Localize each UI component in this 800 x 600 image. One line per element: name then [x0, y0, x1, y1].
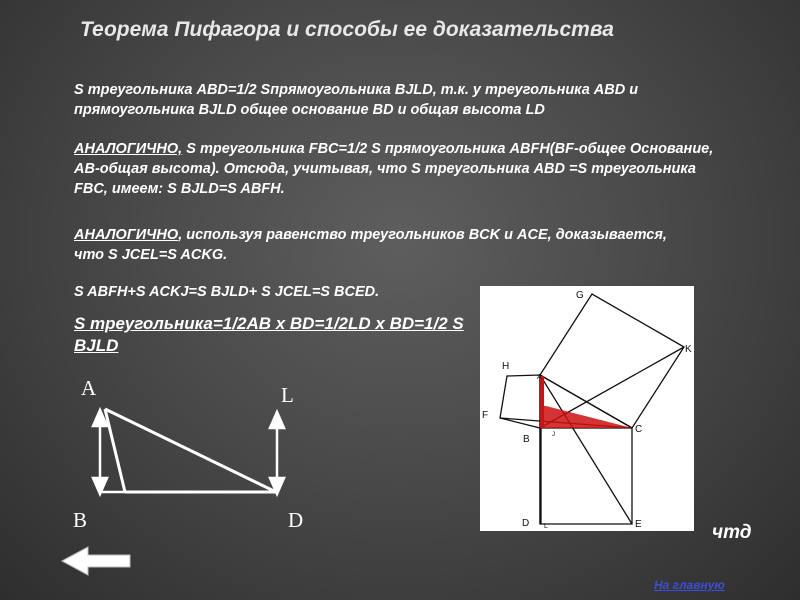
fig-label-f: F [482, 410, 489, 421]
fig-label-g: G [576, 290, 584, 301]
paragraph-triangle-abd: S треугольника ABD=1/2 Sпрямоугольника BJLD, т.к. у треугольника ABD и прямоугольника BJLD общее основание BD и общая высота LD [74, 82, 639, 118]
height-arrow-right-top [270, 412, 284, 428]
paragraph-analogous-2 [74, 225, 694, 265]
fig-label-l: L [544, 523, 548, 530]
fig-label-j: J [552, 432, 555, 438]
triangle-side-ab [105, 409, 125, 492]
height-arrow-left-top [93, 410, 107, 426]
point-label-d: D [288, 508, 304, 532]
point-label-b: B [73, 508, 88, 532]
point-label-a: A [81, 376, 97, 400]
analogous-body-1: S треугольника FBC=1/2 S прямоугольника ABFH(BF-общее Основание, AB-общая высота). Отсюда, учитывая, что S треугольника ABD =S треугольника FBC, имеем: S BJLD=S ABFH. [74, 141, 714, 197]
highlight-strip [540, 376, 544, 428]
triangle-side-ad [105, 409, 276, 492]
pythagoras-figure [480, 286, 694, 531]
fig-label-h: H [502, 361, 510, 372]
fig-label-c: C [635, 424, 643, 435]
square-bced [540, 428, 632, 524]
point-label-l: L [281, 383, 294, 407]
height-arrow-left-bottom [93, 478, 107, 494]
home-link[interactable]: На главную [654, 578, 725, 592]
fig-label-a: A [537, 374, 542, 381]
analogous-body-2: , используя равенство треугольников BCK и ACE, доказывается, что S JCEL=S ACKG. [74, 227, 667, 263]
fig-label-e: E [635, 519, 642, 530]
paragraph-triangle-area-formula: S треугольника=1/2AB x BD=1/2LD x BD=1/2 S BJLD [74, 314, 464, 355]
fig-label-k: K [685, 344, 692, 355]
height-arrow-right-bottom [270, 478, 284, 494]
square-ackg [540, 294, 684, 428]
analogous-lead-1: АНАЛОГИЧНО, [74, 141, 183, 157]
analogous-lead-2: АНАЛОГИЧНО [74, 227, 179, 243]
slide-title: Теорема Пифагора и способы ее доказательства [80, 18, 614, 41]
back-arrow-icon[interactable] [60, 544, 132, 578]
fig-label-d: D [522, 518, 530, 529]
pythagoras-figure-drawing [480, 286, 694, 531]
fig-label-b: B [523, 434, 530, 445]
line-ae [540, 375, 632, 524]
highlight-triangle [540, 406, 632, 428]
paragraph-sum-of-areas: S ABFH+S ACKJ=S BJLD+ S JCEL=S BCED. [74, 284, 380, 300]
paragraph-analogous-1 [74, 139, 724, 199]
qed-label: чтд [712, 522, 752, 543]
